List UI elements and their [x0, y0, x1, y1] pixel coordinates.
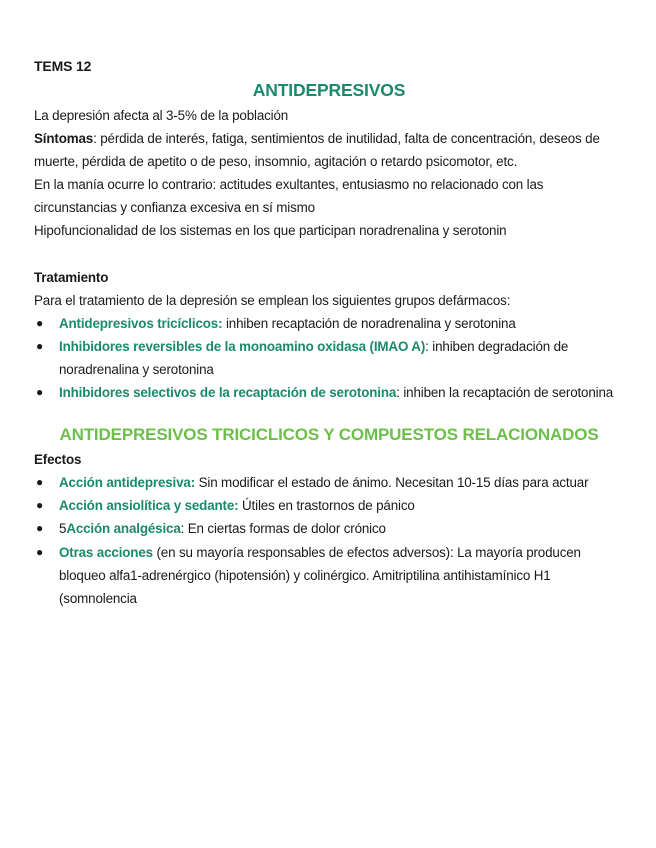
list-item — [34, 471, 624, 494]
effect-term: Acción antidepresiva: — [59, 475, 196, 491]
list-item — [34, 381, 624, 404]
bullet-icon: ● — [36, 315, 44, 330]
list-item — [34, 494, 624, 517]
effect-term: Otras acciones — [59, 544, 153, 560]
effect-text: Sin modificar el estado de ánimo. Necesitan 10-15 días para actuar — [195, 475, 589, 491]
intro-hypofunction: Hipofuncionalidad de los sistemas en los que participan noradrenalina y serotonin — [34, 223, 507, 239]
intro-mania: En la manía ocurre lo contrario: actitudes exultantes, entusiasmo no relacionado con las circunstancias y confianza excesiva en sí mismo — [34, 177, 544, 216]
effect-text: (en su mayoría responsables de efectos adversos): La mayoría producen bloqueo alfa1-adrenérgico (hipotensión) y colinérgico. Amitriptilina antihistamínico H1 (somnolencia — [59, 544, 581, 606]
section-title: ANTIDEPRESIVOS TRICICLICOS Y COMPUESTOS RELACIONADOS — [59, 425, 599, 445]
bullet-icon: ● — [36, 475, 44, 490]
drug-group-text: : inhiben degradación de noradrenalina y serotonina — [59, 338, 569, 377]
list-item — [34, 335, 624, 381]
drug-group-text: : inhiben la recaptación de serotonina — [396, 385, 614, 401]
bullet-icon: ● — [36, 498, 44, 513]
list-item — [34, 312, 624, 335]
drug-group-text: inhiben recaptación de noradrenalina y serotonina — [222, 315, 516, 331]
bullet-icon: ● — [36, 338, 44, 353]
effect-term: Acción ansiolítica y sedante: — [59, 498, 239, 514]
page-title: ANTIDEPRESIVOS — [252, 80, 406, 100]
page-label: TEMS 12 — [34, 58, 92, 74]
bullet-icon: ● — [36, 544, 44, 559]
effects-heading: Efectos — [34, 452, 82, 468]
drug-group-term: Antidepresivos tricíclicos: — [59, 315, 223, 331]
treatment-list — [34, 312, 624, 404]
drug-group-term: Inhibidores selectivos de la recaptación de serotonina — [59, 385, 397, 401]
spacer — [34, 404, 624, 422]
spacer — [34, 243, 624, 266]
list-item — [34, 517, 624, 540]
symptoms-label: Síntomas — [34, 131, 94, 147]
bullet-icon: ● — [36, 521, 44, 536]
intro-prevalence: La depresión afecta al 3-5% de la población — [34, 108, 289, 123]
treatment-heading: Tratamiento — [34, 269, 109, 285]
symptoms-text: : pérdida de interés, fatiga, sentimientos de inutilidad, falta de concentración, deseos de muerte, pérdida de apetito o de peso, insomnio, agitación o retardo psicomotor, etc. — [34, 131, 600, 170]
effect-prefix: 5 — [59, 521, 67, 537]
bullet-icon: ● — [36, 385, 44, 400]
treatment-intro: Para el tratamiento de la depresión se emplean los siguientes grupos defármacos: — [34, 292, 511, 308]
list-item — [34, 541, 624, 610]
drug-group-term: Inhibidores reversibles de la monoamino oxidasa (IMAO A) — [59, 338, 426, 354]
effects-list — [34, 471, 624, 610]
effect-text: : En ciertas formas de dolor crónico — [180, 521, 386, 537]
effect-term: Acción analgésica — [66, 521, 181, 537]
intro-symptoms — [34, 127, 624, 173]
document-page — [34, 56, 624, 610]
effect-text: Útiles en trastornos de pánico — [238, 498, 415, 514]
